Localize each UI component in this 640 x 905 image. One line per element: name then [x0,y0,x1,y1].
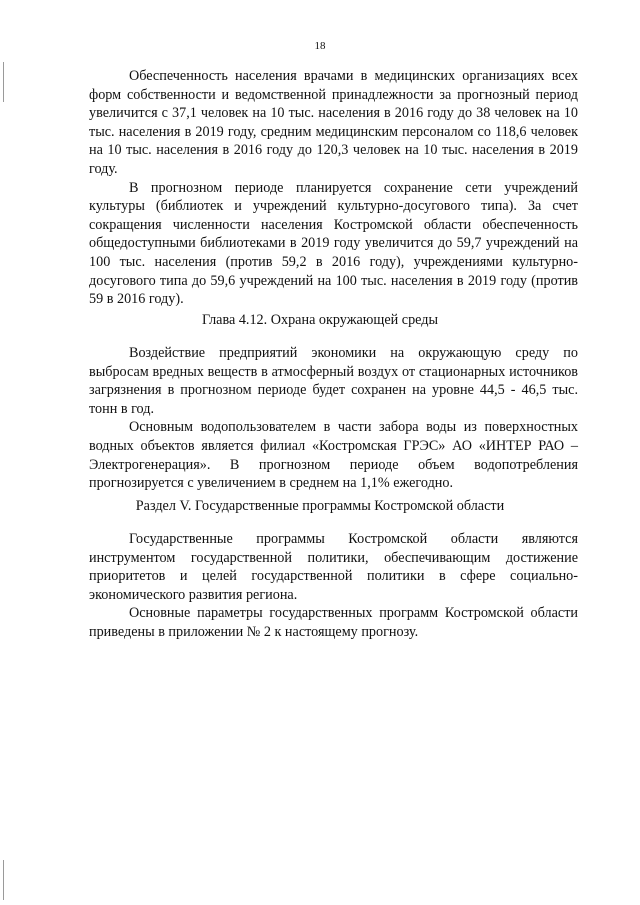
scan-edge-mark [3,62,4,102]
section-title-state-programs: Раздел V. Государственные программы Костромской области [135,498,505,514]
paragraph-programs-instrument: Государственные программы Костромской области являются инструментом государственной политики, обеспечивающим достижение приоритетов и целей государственной политики в сфере социально-экономического развития региона. [89,531,578,603]
state-programs-text [89,530,578,642]
paragraph-culture: В прогнозном периоде планируется сохранение сети учреждений культуры (библиотек и учреждений культурно-досугового типа). За счет сокращения численности населения Костромской области обеспеченность общедоступными библиотеками в 2019 году увеличится до 59,7 учреждений на 100 тыс. населения (против 59,2 в 2016 году), учреждениями культурно-досугового типа до 59,6 учреждений на 100 тыс. населения в 2019 году (против 59 в 2016 году). [89,179,578,308]
paragraph-water-use: Основным водопользователем в части забора воды из поверхностных водных объектов является филиал «Костромская ГРЭС» АО «ИНТЕР РАО – Электрогенерация». В прогнозном периоде объем водопотребления прогнозируется с увеличением в среднем на 1,1% ежегодно. [89,419,578,492]
intro-text [89,67,578,309]
page-number: 18 [314,40,326,52]
paragraph-doctors: Обеспеченность населения врачами в медицинских организациях всех форм собственности и ведомственной принадлежности за прогнозный период увеличится с 37,1 человек на 10 тыс. населения в 2016 году до 38 человек на 10 тыс. населения в 2019 году, средним медицинским персоналом со 118,6 человек на 10 тыс. населения в 2016 году до 120,3 человек на 10 тыс. населения в 2019 году. [89,68,578,177]
environment-text [89,344,578,493]
paragraph-programs-parameters: Основные параметры государственных программ Костромской области приведены в приложении № 2 к настоящему прогнозу. [89,605,578,640]
paragraph-emissions: Воздействие предприятий экономики на окружающую среду по выбросам вредных веществ в атмосферный воздух от стационарных источников загрязнения в прогнозном периоде будет сохранен на уровне 44,5 - 46,5 тыс. тонн в год. [89,345,578,417]
scan-edge-mark [3,860,4,900]
chapter-title-environment: Глава 4.12. Охрана окружающей среды [201,312,439,328]
